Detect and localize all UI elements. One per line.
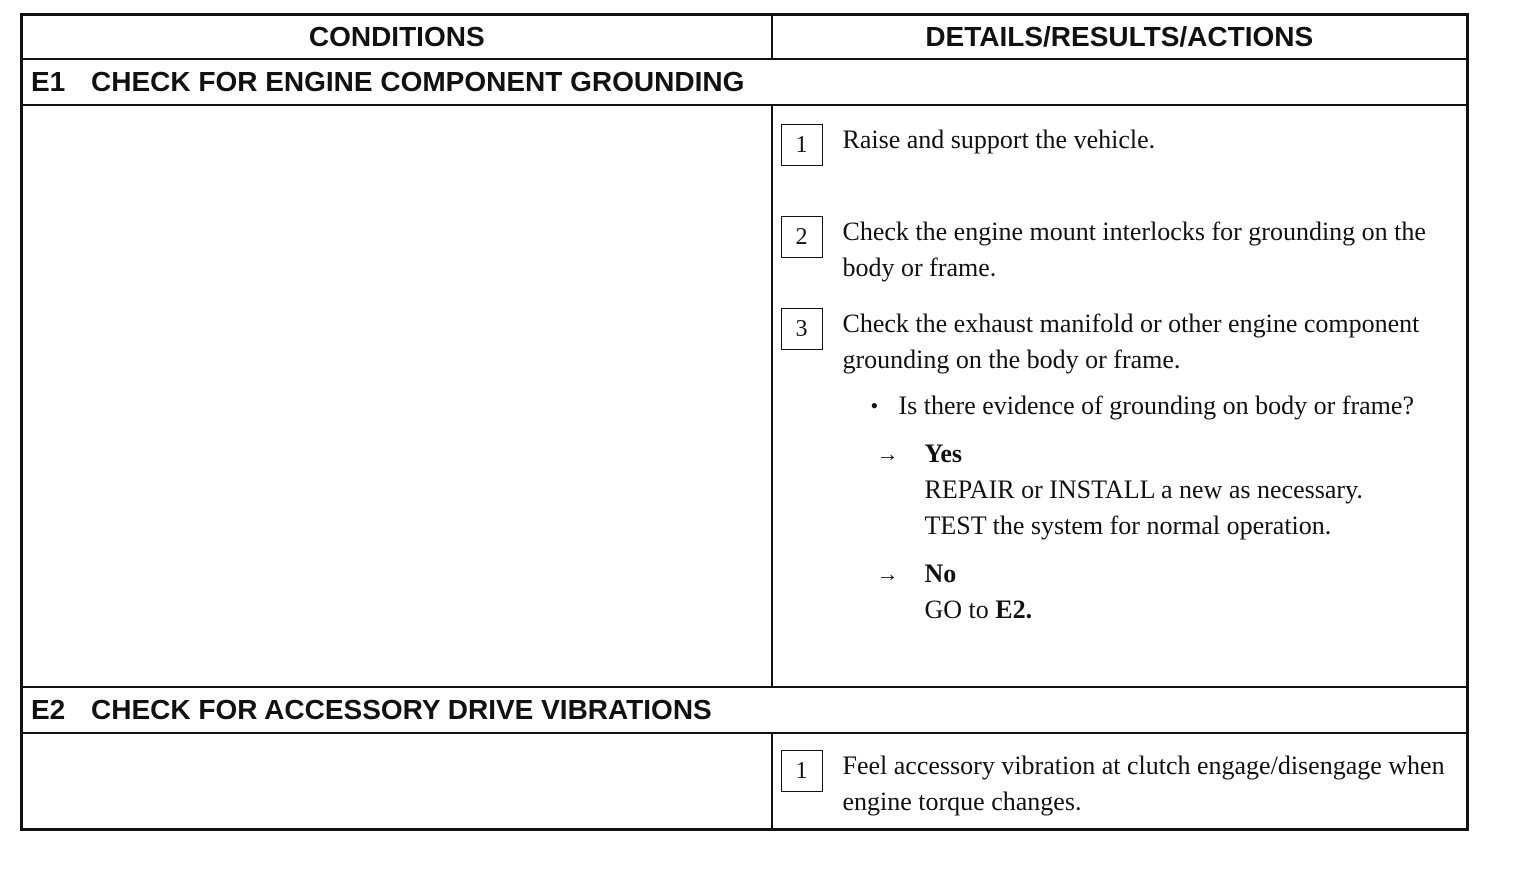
question-item xyxy=(781,388,1457,424)
step-number-box: 1 xyxy=(781,124,823,166)
yes-label: Yes xyxy=(924,439,963,468)
goto-target: E2. xyxy=(995,595,1033,624)
step-item xyxy=(781,304,1457,378)
bullet-icon: • xyxy=(870,393,879,418)
conditions-header: CONDITIONS xyxy=(22,15,772,60)
goto-prefix: GO to xyxy=(924,595,996,624)
arrow-right-icon: → xyxy=(876,441,899,466)
step-number-box: 3 xyxy=(781,308,823,350)
content-row-e1 xyxy=(22,105,1468,687)
section-code: E2 xyxy=(31,694,66,725)
step-text: Feel accessory vibration at clutch engage/disengage when engine torque changes. xyxy=(842,751,1445,816)
section-row-e2 xyxy=(22,687,1468,733)
yes-action-line: REPAIR or INSTALL a new as necessary. xyxy=(924,475,1363,504)
step-text: Raise and support the vehicle. xyxy=(842,125,1156,154)
section-title: CHECK FOR ACCESSORY DRIVE VIBRATIONS xyxy=(91,694,712,725)
step-item xyxy=(781,746,1457,820)
actions-cell xyxy=(772,105,1468,687)
diagnostic-table-page xyxy=(20,13,1466,827)
step-item xyxy=(781,120,1457,212)
step-text: Check the exhaust manifold or other engine component grounding on the body or frame. xyxy=(842,309,1420,374)
section-title: CHECK FOR ENGINE COMPONENT GROUNDING xyxy=(91,66,745,97)
no-label: No xyxy=(924,559,957,588)
diagnostic-table xyxy=(20,13,1469,831)
content-row-e2 xyxy=(22,733,1468,830)
yes-branch xyxy=(781,436,1457,544)
step-text: Check the engine mount interlocks for grounding on the body or frame. xyxy=(842,217,1426,282)
step-item xyxy=(781,212,1457,304)
section-title-e2 xyxy=(22,687,1468,733)
no-branch xyxy=(781,556,1457,628)
actions-cell xyxy=(772,733,1468,830)
header-row xyxy=(22,15,1468,60)
step-number-box: 2 xyxy=(781,216,823,258)
section-code: E1 xyxy=(31,66,66,97)
no-action-line xyxy=(925,592,1457,628)
details-header: DETAILS/RESULTS/ACTIONS xyxy=(772,15,1468,60)
arrow-right-icon: → xyxy=(876,561,899,586)
section-row-e1 xyxy=(22,59,1468,105)
conditions-cell xyxy=(22,733,772,830)
conditions-cell xyxy=(22,105,772,687)
question-text: Is there evidence of grounding on body or frame? xyxy=(898,391,1414,420)
step-number-box: 1 xyxy=(781,750,823,792)
section-title-e1 xyxy=(22,59,1468,105)
yes-action-line: TEST the system for normal operation. xyxy=(924,511,1332,540)
